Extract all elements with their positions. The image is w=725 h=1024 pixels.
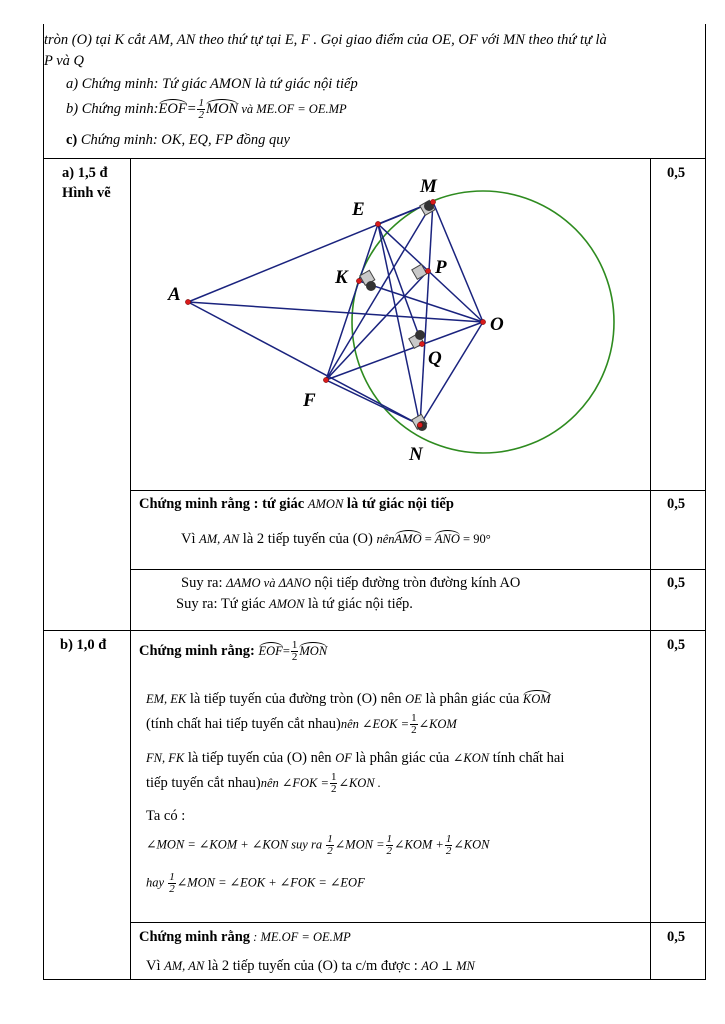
proof-a-line-3: Suy ra: Tứ giác AMON là tứ giác nội tiếp. (176, 596, 413, 612)
label-e: E (352, 199, 365, 220)
proof-a-line-2: Suy ra: ΔAMO và ΔANO nội tiếp đường tròn đường kính AO (181, 575, 521, 591)
problem-line-2: P và Q (44, 53, 85, 69)
proof-b-line-6: ∠MON = ∠KOM + ∠KON suy ra $\frac{1}{2}$ ∠MON = $\frac{1}{2}$ ∠KOM + $\frac{1}{2}$ ∠KON (146, 833, 490, 857)
part-b-label: b) 1,0 đ (60, 637, 107, 653)
proof-b-line-5: Ta có : (146, 808, 186, 824)
proof-b2-line-1: Vì AM, AN là 2 tiếp tuyến của (O) ta c/m được : AO ⊥ MN (146, 958, 475, 974)
score: 0,5 (667, 929, 686, 945)
point-p (425, 268, 430, 273)
segment-mn (420, 202, 433, 425)
score: 0,5 (667, 637, 686, 653)
segment-en (378, 224, 420, 425)
segment-ao (188, 302, 483, 322)
point-e (375, 221, 380, 226)
proof-b-line-4: tiếp tuyến cắt nhau)nên ∠FOK = $\frac{1}{2}$ ∠KON . (146, 771, 381, 795)
label-a: A (168, 284, 181, 305)
proof-b-line-1: EM, EK là tiếp tuyến của đường tròn (O) nên OE là phân giác của KOM (146, 691, 551, 707)
segment-no (420, 322, 483, 425)
point-f (323, 377, 328, 382)
row-divider (650, 490, 705, 491)
label-n: N (409, 444, 423, 465)
label-q: Q (428, 348, 442, 369)
table-left-border (43, 24, 44, 980)
proof-b-title: Chứng minh rằng: EOF= $\frac{1}{2}$ MON (139, 639, 328, 663)
label-p: P (435, 257, 447, 278)
point-k (356, 278, 361, 283)
proof-b-line-2: (tính chất hai tiếp tuyến cắt nhau)nên ∠EOK = $\frac{1}{2}$ ∠KOM (146, 712, 457, 736)
proof-a-line-1: Vì AM, AN là 2 tiếp tuyến của (O) nênAMO = ANO = 90° (181, 531, 491, 547)
label-k: K (335, 267, 348, 288)
table-right-border (705, 24, 706, 980)
point-a (185, 299, 190, 304)
point-m (430, 199, 435, 204)
proof-b2-title: Chứng minh rằng : ME.OF = OE.MP (139, 929, 351, 945)
proof-a-title: Chứng minh rằng : tứ giác AMON là tứ giác nội tiếp (139, 496, 454, 512)
score: 0,5 (667, 165, 686, 181)
point-o (480, 319, 485, 324)
problem-item-b: b) Chứng minh:EOF= $\frac{1}{2}$ MON và ME.OF = OE.MP (66, 97, 347, 121)
problem-line-1: tròn (O) tại K cắt AM, AN theo thứ tự tại E, F . Gọi giao điểm của OE, OF với MN theo thứ tự là (44, 32, 607, 48)
row-divider (130, 490, 650, 491)
point-n (417, 422, 422, 427)
segment-fn (326, 380, 420, 425)
proof-b-line-3: FN, FK là tiếp tuyến của (O) nên OF là phân giác của ∠KON tính chất hai (146, 750, 565, 766)
label-f: F (303, 390, 316, 411)
score: 0,5 (667, 496, 686, 512)
angle-arc-mark (415, 330, 425, 340)
label-o: O (490, 314, 504, 335)
segment-ef (326, 224, 378, 380)
score: 0,5 (667, 575, 686, 591)
row-divider (130, 569, 705, 570)
segment-ko (359, 281, 483, 322)
row-divider (130, 922, 705, 923)
table-bottom-border (43, 979, 706, 980)
part-a-sublabel: Hình vẽ (62, 185, 111, 201)
row-divider (43, 630, 706, 631)
angle-arc-mark (366, 281, 376, 291)
point-q (419, 341, 424, 346)
problem-item-a: a) Chứng minh: Tứ giác AMON là tứ giác nội tiếp (66, 76, 358, 92)
problem-item-c: c) Chứng minh: OK, EQ, FP đồng quy (66, 132, 290, 148)
row-divider (43, 158, 706, 159)
part-a-label: a) 1,5 đ (62, 165, 108, 181)
label-m: M (420, 176, 437, 197)
proof-b-line-7: hay $\frac{1}{2}$ ∠MON = ∠EOK + ∠FOK = ∠EOF (146, 871, 365, 895)
geometry-figure (130, 160, 650, 488)
